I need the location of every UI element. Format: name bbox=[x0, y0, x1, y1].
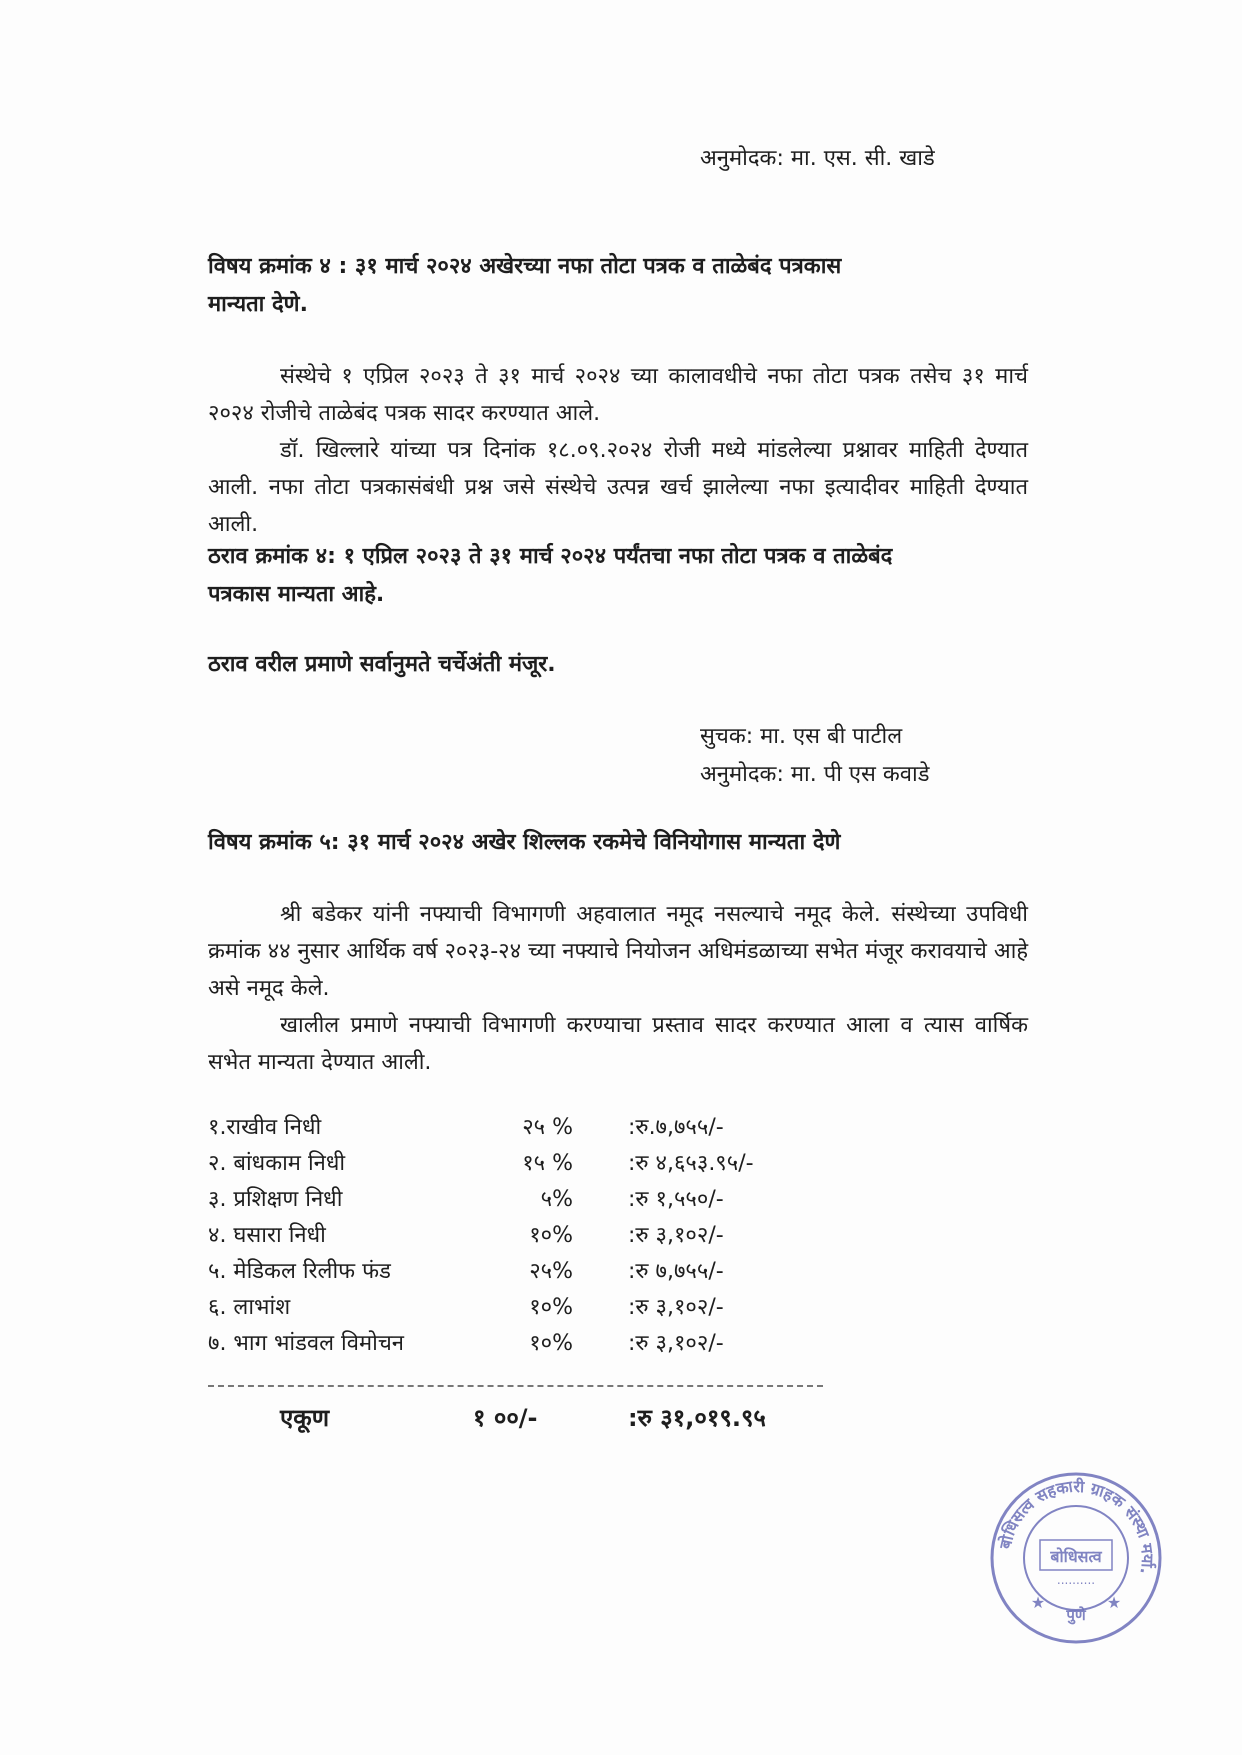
allocation-row bbox=[208, 1290, 808, 1326]
allocation-percent: १०% bbox=[529, 1223, 573, 1248]
total-percent: १ ००/- bbox=[473, 1404, 538, 1432]
svg-text:बोधिसत्व सहकारी ग्राहक संस्था: बोधिसत्व सहकारी ग्राहक संस्था मर्या. bbox=[995, 1476, 1158, 1577]
item5-paragraph-2: खालील प्रमाणे नफ्याची विभागणी करण्याचा प्रस्ताव सादर करण्यात आला व त्यास वार्षिक सभेत मान्यता देण्यात आली. bbox=[208, 1013, 1028, 1075]
seconder-top: अनुमोदक: मा. एस. सी. खाडे bbox=[700, 146, 935, 171]
item4-paragraph-2: डॉ. खिल्लारे यांच्या पत्र दिनांक १८.०९.२०२४ रोजी मध्ये मांडलेल्या प्रश्नावर माहिती देण्यात आली. नफा तोटा पत्रकासंबंधी प्रश्न जसे संस्थेचे उत्पन्न खर्च झालेल्या नफा इत्यादीवर माहिती देण्यात आली. bbox=[208, 438, 1028, 537]
allocation-percent: १०% bbox=[529, 1295, 573, 1320]
total-amount: :रु ३१,०१९.९५ bbox=[628, 1404, 766, 1432]
svg-text:बोधिसत्व: बोधिसत्व bbox=[1050, 1547, 1102, 1566]
allocation-fund-name: ३. प्रशिक्षण निधी bbox=[208, 1187, 343, 1212]
total-label: एकूण bbox=[280, 1404, 330, 1432]
allocation-amount: :रु १,५५०/- bbox=[628, 1187, 724, 1212]
svg-text:★: ★ bbox=[1106, 1593, 1122, 1612]
item4-approval: ठराव वरील प्रमाणे सर्वानुमते चर्चेअंती मंजूर. bbox=[208, 652, 556, 677]
item4-seconder: अनुमोदक: मा. पी एस कवाडे bbox=[700, 762, 930, 787]
allocation-amount: :रु.७,७५५/- bbox=[628, 1115, 724, 1140]
allocation-percent: ५% bbox=[540, 1187, 573, 1212]
allocation-fund-name: १.राखीव निधी bbox=[208, 1115, 322, 1140]
item4-resolution-line2: पत्रकास मान्यता आहे. bbox=[208, 582, 385, 607]
allocation-row bbox=[208, 1182, 808, 1218]
allocation-percent: २५% bbox=[529, 1259, 573, 1284]
allocation-row bbox=[208, 1218, 808, 1254]
allocation-amount: :रु ४,६५३.९५/- bbox=[628, 1151, 754, 1176]
allocation-amount: :रु ३,१०२/- bbox=[628, 1331, 724, 1356]
item4-subject-line2: मान्यता देणे. bbox=[208, 292, 308, 317]
allocation-amount: :रु ३,१०२/- bbox=[628, 1223, 724, 1248]
allocation-percent: १५ % bbox=[522, 1151, 573, 1176]
allocation-row bbox=[208, 1146, 808, 1182]
allocation-fund-name: २. बांधकाम निधी bbox=[208, 1151, 346, 1176]
allocation-fund-name: ७. भाग भांडवल विमोचन bbox=[208, 1331, 405, 1356]
total-separator-line bbox=[208, 1385, 823, 1387]
item4-resolution-line1: ठराव क्रमांक ४: १ एप्रिल २०२३ ते ३१ मार्च २०२४ पर्यंतचा नफा तोटा पत्रक व ताळेबंद bbox=[208, 544, 893, 569]
item4-paragraph-1: संस्थेचे १ एप्रिल २०२३ ते ३१ मार्च २०२४ च्या कालावधीचे नफा तोटा पत्रक तसेच ३१ मार्च २०२४ रोजीचे ताळेबंद पत्रक सादर करण्यात आले. bbox=[208, 364, 1028, 426]
allocation-percent: २५ % bbox=[522, 1115, 573, 1140]
item5-paragraph-1: श्री बडेकर यांनी नफ्याची विभागणी अहवालात नमूद नसल्याचे नमूद केले. संस्थेच्या उपविधी क्रमांक ४४ नुसार आर्थिक वर्ष २०२३-२४ च्या नफ्याचे नियोजन अधिमंडळाच्या सभेत मंजूर करावयाचे आहे असे नमूद केले. bbox=[208, 902, 1028, 1001]
allocation-percent: १०% bbox=[529, 1331, 573, 1356]
allocation-fund-name: ६. लाभांश bbox=[208, 1295, 291, 1320]
allocation-amount: :रु ७,७५५/- bbox=[628, 1259, 724, 1284]
allocation-row bbox=[208, 1326, 808, 1362]
svg-text:..........: .......... bbox=[1056, 1573, 1096, 1587]
item5-subject: विषय क्रमांक ५: ३१ मार्च २०२४ अखेर शिल्लक रकमेचे विनियोगास मान्यता देणे bbox=[208, 830, 841, 855]
item4-subject-line1: विषय क्रमांक ४ : ३१ मार्च २०२४ अखेरच्या नफा तोटा पत्रक व ताळेबंद पत्रकास bbox=[208, 254, 842, 279]
svg-text:पुणे: पुणे bbox=[1066, 1606, 1086, 1624]
allocation-fund-name: ४. घसारा निधी bbox=[208, 1223, 326, 1248]
allocation-row bbox=[208, 1110, 808, 1146]
item4-proposer: सुचक: मा. एस बी पाटील bbox=[700, 724, 903, 749]
allocation-fund-name: ५. मेडिकल रिलीफ फंड bbox=[208, 1259, 391, 1284]
society-seal-stamp bbox=[988, 1470, 1164, 1646]
allocation-amount: :रु ३,१०२/- bbox=[628, 1295, 724, 1320]
allocation-row bbox=[208, 1254, 808, 1290]
svg-text:★: ★ bbox=[1030, 1593, 1046, 1612]
allocation-total-row bbox=[208, 1398, 808, 1438]
